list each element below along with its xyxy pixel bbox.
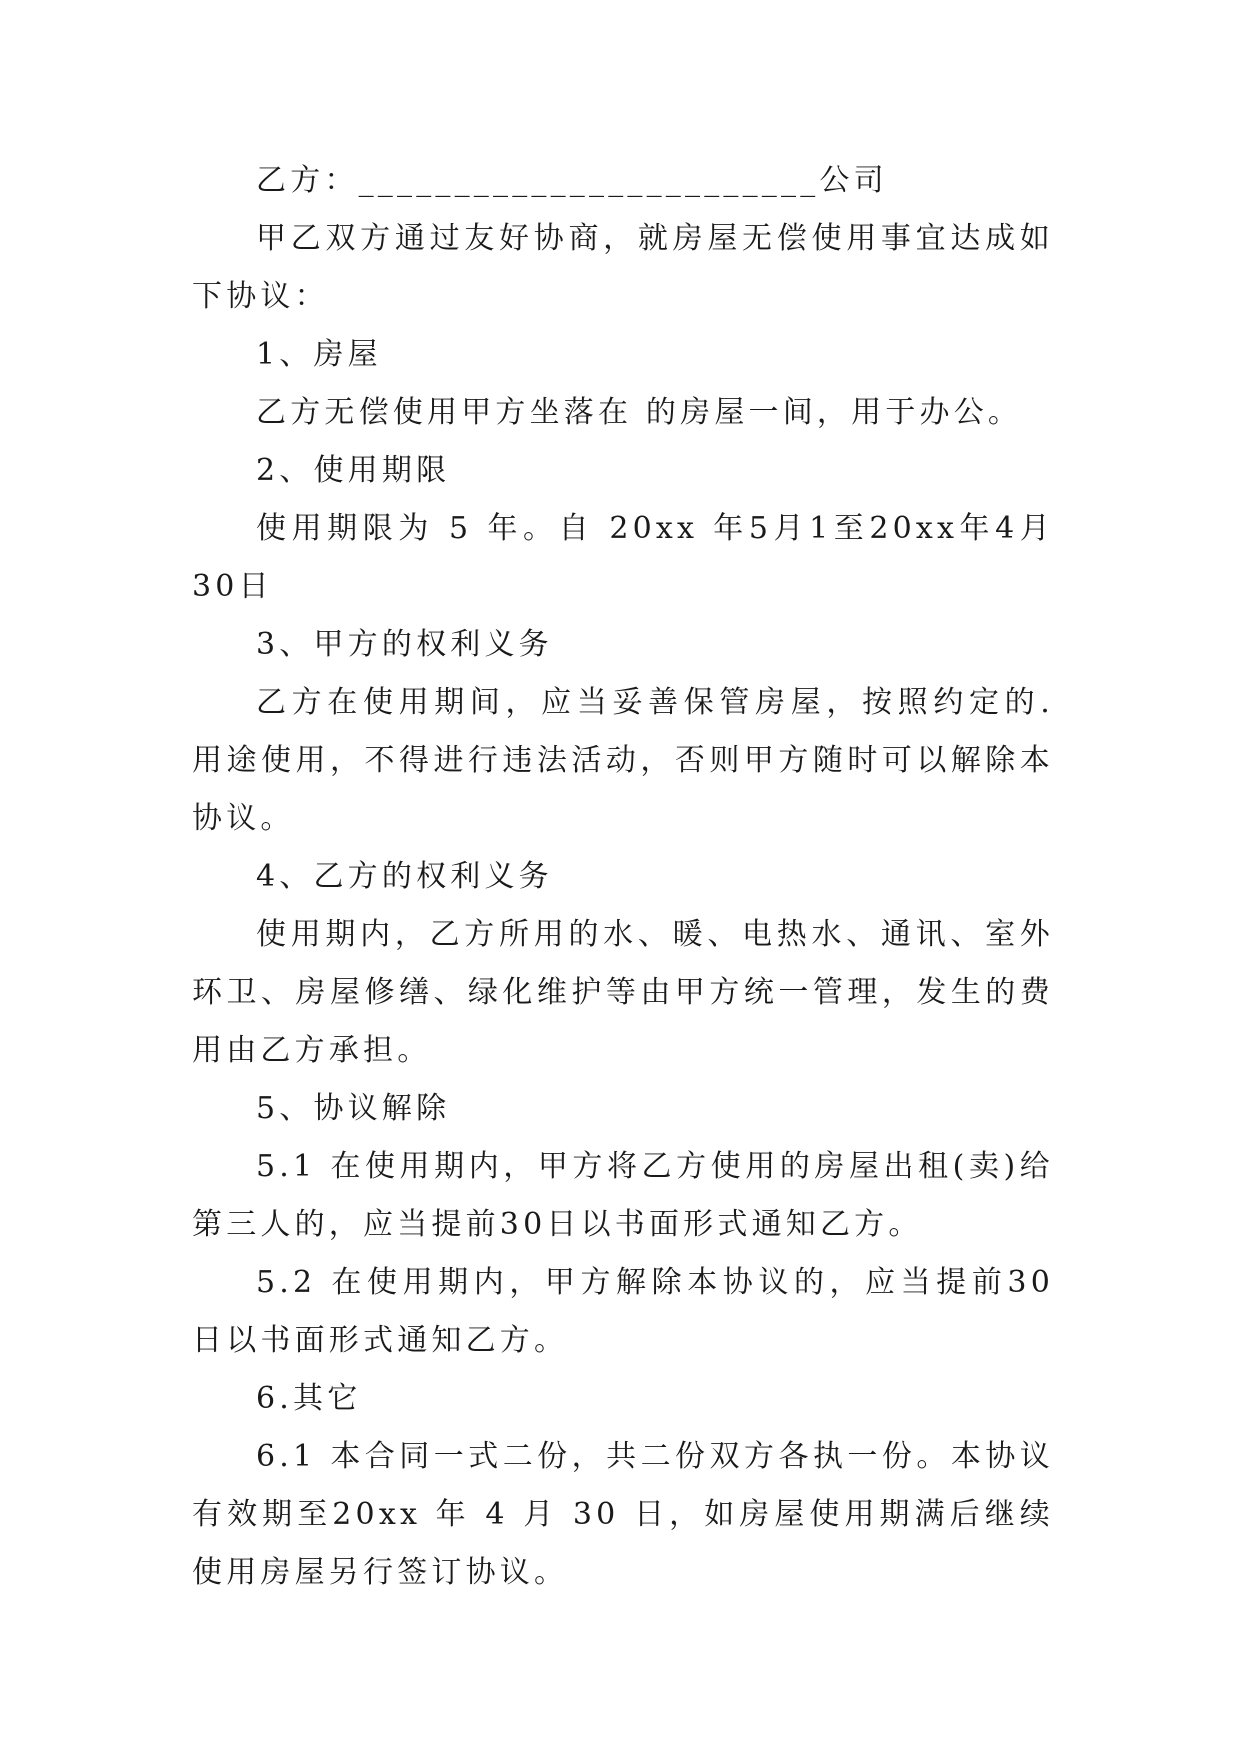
intro-paragraph: 甲乙双方通过友好协商，就房屋无偿使用事宜达成如下协议： xyxy=(192,221,1054,314)
party-b-line: 乙方：________________________公司 xyxy=(256,163,888,198)
section-5-2-text: 5.2 在使用期内，甲方解除本协议的，应当提前30日以书面形式通知乙方。 xyxy=(192,1265,1054,1358)
section-2-title: 2、使用期限 xyxy=(256,453,451,488)
section-1-text: 乙方无偿使用甲方坐落在 的房屋一间，用于办公。 xyxy=(256,395,1023,430)
document-page xyxy=(192,152,1054,1602)
section-2-text: 使用期限为 5 年。自 20xx 年5月1至20xx年4月30日 xyxy=(192,511,1054,604)
section-6-title: 6.其它 xyxy=(256,1381,362,1416)
section-1-title: 1、房屋 xyxy=(256,337,382,372)
section-3-text: 乙方在使用期间，应当妥善保管房屋，按照约定的.用途使用，不得进行违法活动，否则甲方随时可以解除本协议。 xyxy=(192,685,1054,836)
section-3-title: 3、甲方的权利义务 xyxy=(256,627,553,662)
section-5-title: 5、协议解除 xyxy=(256,1091,451,1126)
section-4-title: 4、乙方的权利义务 xyxy=(256,859,553,894)
section-5-1-text: 5.1 在使用期内，甲方将乙方使用的房屋出租(卖)给第三人的，应当提前30日以书面形式通知乙方。 xyxy=(192,1149,1054,1242)
section-6-1-text: 6.1 本合同一式二份，共二份双方各执一份。本协议有效期至20xx 年 4 月 30 日，如房屋使用期满后继续使用房屋另行签订协议。 xyxy=(192,1439,1054,1590)
section-4-text: 使用期内，乙方所用的水、暖、电热水、通讯、室外环卫、房屋修缮、绿化维护等由甲方统一管理，发生的费用由乙方承担。 xyxy=(192,917,1054,1068)
